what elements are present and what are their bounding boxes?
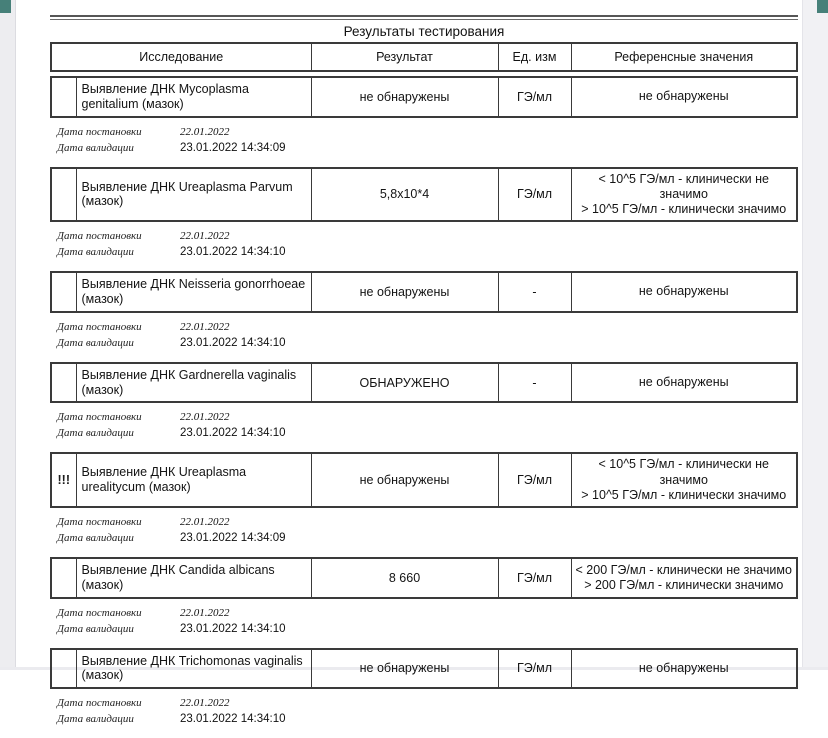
- table-row: [51, 272, 797, 312]
- date-validated-line: [57, 427, 798, 443]
- reference-line: не обнаружены: [638, 660, 729, 675]
- attention-marker: [51, 649, 76, 689]
- date-placed-value: 22.01.2022: [180, 516, 230, 528]
- result-row-block: [50, 557, 798, 639]
- result-row-block: [50, 76, 798, 158]
- result-row-block: [50, 167, 798, 263]
- dates-block: [57, 607, 798, 639]
- reference-values: [571, 649, 797, 689]
- date-placed-value: 22.01.2022: [180, 606, 230, 619]
- date-placed-label: Дата постановки: [57, 606, 142, 619]
- attention-marker: [51, 168, 76, 222]
- date-validated-value: 23.01.2022 14:34:09: [180, 141, 286, 154]
- photo-background-corner-left: [0, 0, 11, 13]
- attention-marker: !!!: [51, 453, 76, 507]
- date-placed-label: Дата постановки: [57, 697, 142, 709]
- date-placed-value: 22.01.2022: [180, 230, 230, 243]
- photo-right-margin: [802, 0, 828, 670]
- result-value: не обнаружены: [311, 649, 498, 689]
- result-row-block: [50, 648, 798, 730]
- result-value: не обнаружены: [311, 77, 498, 117]
- date-validated-value: 23.01.2022 14:34:10: [180, 622, 286, 635]
- reference-line: не обнаружены: [638, 374, 729, 389]
- column-header-study: Исследование: [51, 43, 311, 71]
- study-name: Выявление ДНК Candida albicans (мазок): [76, 558, 311, 598]
- date-validated-line: [57, 623, 798, 639]
- date-validated-line: [57, 142, 798, 158]
- result-row-table: [50, 452, 798, 508]
- unit-value: ГЭ/мл: [498, 649, 571, 689]
- date-validated-label: Дата валидации: [57, 532, 134, 544]
- report-sheet: [50, 0, 798, 738]
- reference-line: > 200 ГЭ/мл - клинически значимо: [584, 577, 784, 592]
- date-validated-line: [57, 532, 798, 548]
- date-validated-label: Дата валидации: [57, 427, 134, 440]
- date-placed-value: 22.01.2022: [180, 411, 230, 424]
- result-row-block: [50, 271, 798, 353]
- unit-value: ГЭ/мл: [498, 558, 571, 598]
- unit-value: ГЭ/мл: [498, 77, 571, 117]
- study-name: Выявление ДНК Mycoplasma genitalium (мазок): [76, 77, 311, 117]
- section-divider-rule: [50, 15, 798, 20]
- date-validated-line: [57, 713, 798, 729]
- result-row-block: [50, 452, 798, 548]
- date-placed-label: Дата постановки: [57, 230, 142, 243]
- date-validated-line: [57, 337, 798, 353]
- date-validated-line: [57, 246, 798, 262]
- column-header-unit: Ед. изм: [498, 43, 571, 71]
- column-header-result: Результат: [311, 43, 498, 71]
- result-row-table: [50, 271, 798, 313]
- result-value: 5,8x10*4: [311, 168, 498, 222]
- dates-block: [57, 516, 798, 548]
- attention-marker: [51, 272, 76, 312]
- table-row: [51, 168, 797, 222]
- reference-values: [571, 168, 797, 222]
- date-validated-value: 23.01.2022 14:34:10: [180, 713, 286, 725]
- attention-marker: [51, 77, 76, 117]
- date-placed-line: [57, 126, 798, 142]
- study-name: Выявление ДНК Neisseria gonorrhoeae (мазок): [76, 272, 311, 312]
- study-name: Выявление ДНК Ureaplasma Parvum (мазок): [76, 168, 311, 222]
- dates-block: [57, 230, 798, 262]
- date-placed-line: [57, 321, 798, 337]
- result-row-table: [50, 557, 798, 599]
- header-row: [51, 43, 797, 71]
- result-value: 8 660: [311, 558, 498, 598]
- reference-line: < 10^5 ГЭ/мл - клинически не значимо: [598, 171, 769, 201]
- column-header-reference: Референсные значения: [571, 43, 797, 71]
- result-value: ОБНАРУЖЕНО: [311, 363, 498, 403]
- date-placed-label: Дата постановки: [57, 516, 142, 528]
- date-placed-line: [57, 697, 798, 713]
- table-row: [51, 363, 797, 403]
- date-validated-label: Дата валидации: [57, 622, 134, 635]
- reference-line: > 10^5 ГЭ/мл - клинически значимо: [581, 487, 787, 502]
- page-title: Результаты тестирования: [343, 24, 505, 39]
- date-validated-label: Дата валидации: [57, 336, 134, 349]
- attention-marker: [51, 363, 76, 403]
- result-row-block: [50, 362, 798, 444]
- reference-line: не обнаружены: [638, 284, 729, 299]
- reference-values: [571, 363, 797, 403]
- result-row-table: [50, 648, 798, 690]
- date-validated-label: Дата валидации: [57, 713, 134, 725]
- date-validated-value: 23.01.2022 14:34:10: [180, 336, 286, 349]
- unit-value: ГЭ/мл: [498, 168, 571, 222]
- result-row-table: [50, 362, 798, 404]
- table-row: [51, 77, 797, 117]
- reference-line: < 10^5 ГЭ/мл - клинически не значимо: [598, 457, 769, 487]
- attention-marker: [51, 558, 76, 598]
- date-placed-label: Дата постановки: [57, 125, 142, 138]
- dates-block: [57, 321, 798, 353]
- dates-block: [57, 697, 798, 729]
- date-placed-value: 22.01.2022: [180, 125, 230, 138]
- photo-background-corner-right: [817, 0, 828, 13]
- date-validated-label: Дата валидации: [57, 246, 134, 259]
- date-placed-line: [57, 411, 798, 427]
- reference-values: [571, 453, 797, 507]
- date-placed-label: Дата постановки: [57, 411, 142, 424]
- unit-value: -: [498, 272, 571, 312]
- date-placed-line: [57, 230, 798, 246]
- table-row: [51, 558, 797, 598]
- result-row-table: [50, 167, 798, 223]
- table-row: [51, 649, 797, 689]
- results-header-table: [50, 42, 798, 72]
- date-validated-value: 23.01.2022 14:34:10: [180, 427, 286, 440]
- reference-values: [571, 77, 797, 117]
- result-value: не обнаружены: [311, 453, 498, 507]
- date-placed-line: [57, 607, 798, 623]
- study-name: Выявление ДНК Gardnerella vaginalis (мазок): [76, 363, 311, 403]
- date-placed-value: 22.01.2022: [180, 320, 230, 333]
- dates-block: [57, 126, 798, 158]
- study-name: Выявление ДНК Ureaplasma urealitycum (мазок): [76, 453, 311, 507]
- date-placed-label: Дата постановки: [57, 320, 142, 333]
- rows-container: [50, 76, 798, 729]
- date-placed-line: [57, 516, 798, 532]
- dates-block: [57, 411, 798, 443]
- date-validated-label: Дата валидации: [57, 141, 134, 154]
- date-validated-value: 23.01.2022 14:34:09: [180, 532, 286, 544]
- result-row-table: [50, 76, 798, 118]
- unit-value: ГЭ/мл: [498, 453, 571, 507]
- reference-values: [571, 272, 797, 312]
- date-validated-value: 23.01.2022 14:34:10: [180, 246, 286, 259]
- unit-value: -: [498, 363, 571, 403]
- result-value: не обнаружены: [311, 272, 498, 312]
- reference-line: не обнаружены: [638, 89, 729, 104]
- reference-line: < 200 ГЭ/мл - клинически не значимо: [575, 562, 792, 577]
- table-row: [51, 453, 797, 507]
- study-name: Выявление ДНК Trichomonas vaginalis (мазок): [76, 649, 311, 689]
- reference-line: > 10^5 ГЭ/мл - клинически значимо: [581, 202, 787, 216]
- reference-values: [571, 558, 797, 598]
- date-placed-value: 22.01.2022: [180, 697, 230, 709]
- photo-left-margin: [0, 0, 16, 670]
